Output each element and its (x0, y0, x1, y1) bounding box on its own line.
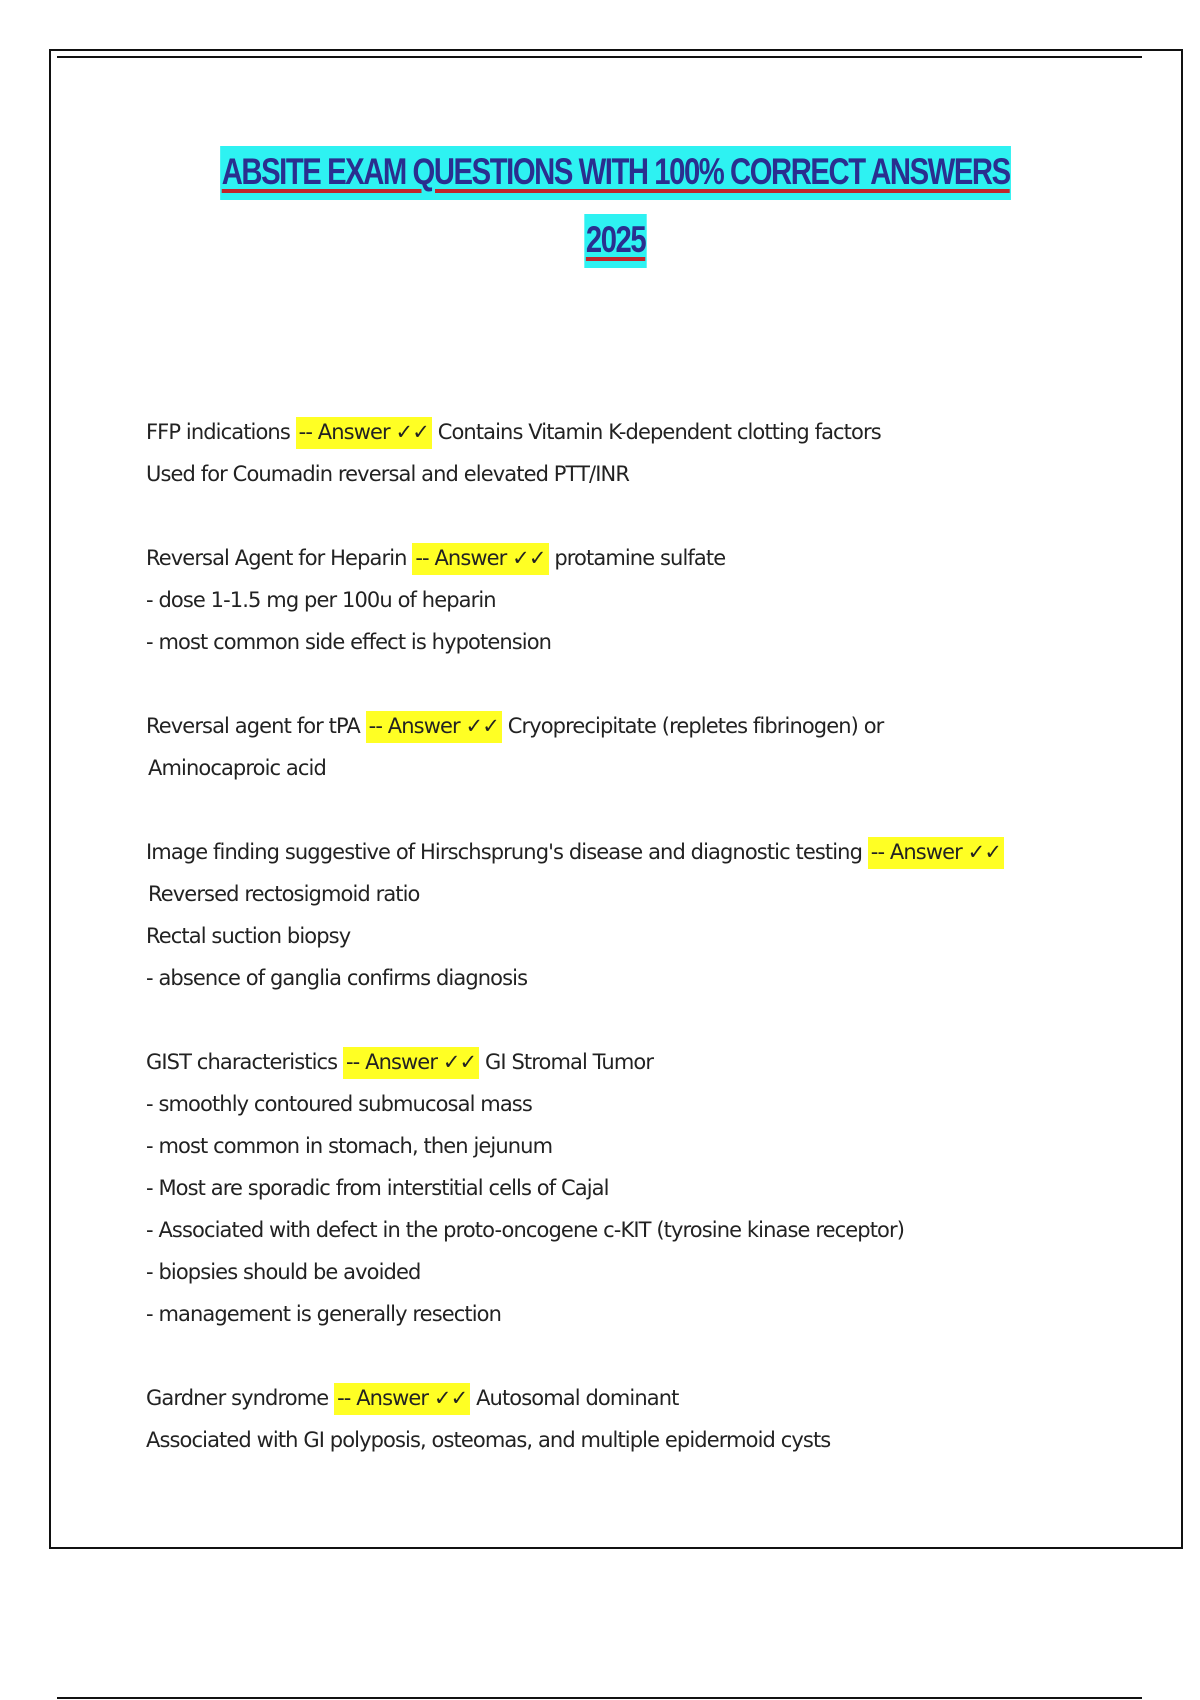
bottom-rule (57, 1697, 1142, 1699)
answer-detail: - smoothly contoured submucosal mass (146, 1092, 532, 1116)
qa-item-heparin (146, 537, 1096, 663)
answer-detail: Used for Coumadin reversal and elevated PTT/INR (146, 462, 630, 486)
question-line (146, 1041, 1096, 1083)
answer-detail: - biopsies should be avoided (146, 1260, 421, 1284)
document-title (100, 146, 1132, 268)
answer-tag: -- Answer ✓✓ (868, 837, 1004, 869)
answer-detail: Reversed rectosigmoid ratio (148, 882, 420, 906)
question-line (146, 831, 1096, 873)
qa-item-gist (146, 1041, 1096, 1335)
answer-detail: Rectal suction biopsy (146, 924, 351, 948)
question-line (146, 537, 1096, 579)
question-text: Image finding suggestive of Hirschsprung's disease and diagnostic testing (146, 840, 863, 864)
answer-text: protamine sulfate (554, 546, 726, 570)
answer-text: Cryoprecipitate (repletes fibrinogen) or (507, 714, 884, 738)
question-line (146, 1377, 1096, 1419)
answer-detail: - most common side effect is hypotension (146, 630, 552, 654)
question-text: Gardner syndrome (146, 1386, 329, 1410)
answer-detail: - absence of ganglia confirms diagnosis (146, 966, 528, 990)
answer-text: GI Stromal Tumor (485, 1050, 654, 1074)
title-line-1: ABSITE EXAM QUESTIONS WITH 100% CORRECT ANSWERS (220, 146, 1011, 200)
qa-item-gardner (146, 1377, 1096, 1461)
answer-text: Contains Vitamin K-dependent clotting factors (437, 420, 881, 444)
question-text: Reversal Agent for Heparin (146, 546, 407, 570)
answer-tag: -- Answer ✓✓ (412, 543, 548, 575)
question-text: Reversal agent for tPA (146, 714, 360, 738)
question-text: GIST characteristics (146, 1050, 338, 1074)
answer-detail: - dose 1-1.5 mg per 100u of heparin (146, 588, 496, 612)
answer-tag: -- Answer ✓✓ (296, 417, 432, 449)
question-line (146, 705, 1096, 747)
answer-tag: -- Answer ✓✓ (334, 1383, 470, 1415)
qa-item-hirschsprung (146, 831, 1096, 999)
answer-detail: Associated with GI polyposis, osteomas, and multiple epidermoid cysts (146, 1428, 831, 1452)
question-text: FFP indications (146, 420, 290, 444)
answer-detail: Aminocaproic acid (148, 756, 326, 780)
answer-detail: - most common in stomach, then jejunum (146, 1134, 553, 1158)
answer-detail: - Associated with defect in the proto-oncogene c-KIT (tyrosine kinase receptor) (146, 1218, 905, 1242)
answer-tag: -- Answer ✓✓ (343, 1047, 479, 1079)
question-line (146, 411, 1096, 453)
answer-detail: - Most are sporadic from interstitial cells of Cajal (146, 1176, 609, 1200)
answer-detail: - management is generally resection (146, 1302, 502, 1326)
qa-list (146, 411, 1096, 1503)
answer-tag: -- Answer ✓✓ (366, 711, 502, 743)
qa-item-tpa (146, 705, 1096, 789)
answer-text: Autosomal dominant (476, 1386, 679, 1410)
title-line-2: 2025 (585, 214, 648, 268)
qa-item-ffp (146, 411, 1096, 495)
